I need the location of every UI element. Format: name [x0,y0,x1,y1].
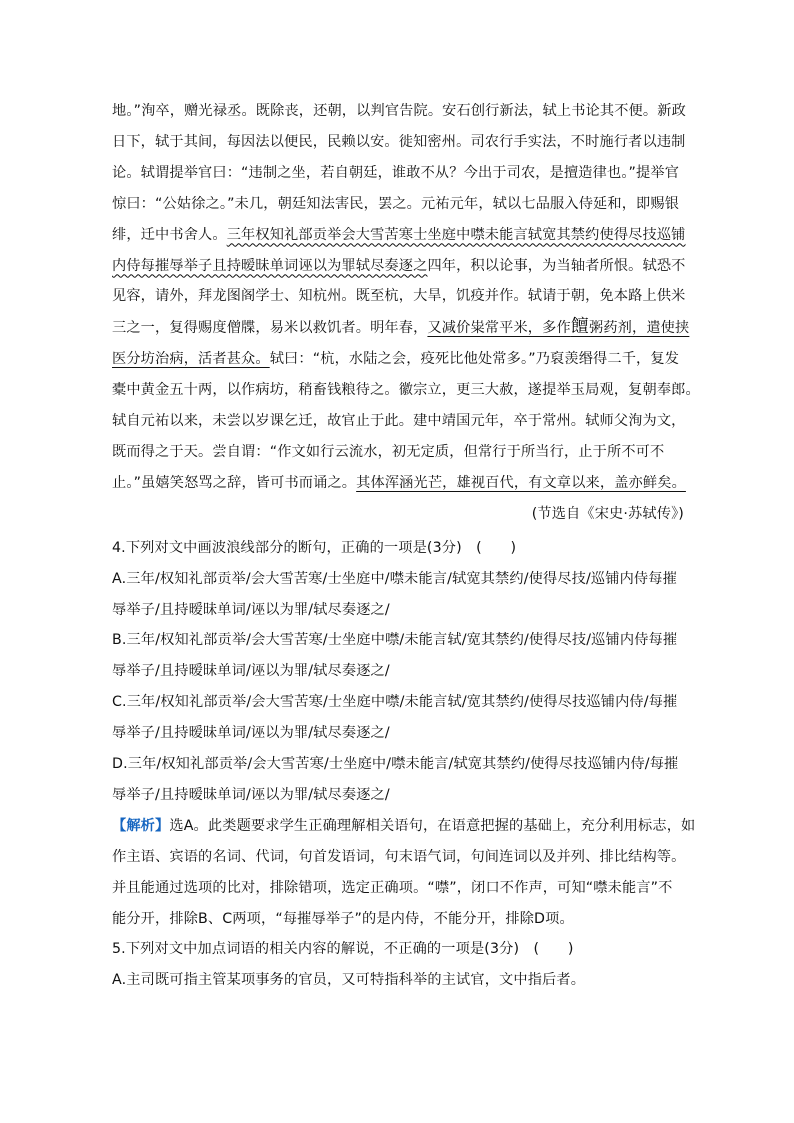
question-5-stem: 5.下列对文中加点词语的相关内容的解说，不正确的一项是(3分) ( ) [112,941,574,958]
document-page [112,96,700,996]
passage-line-9 [112,344,684,375]
underlined-text: 其体浑涵光芒，雄视百代，有文章以来，盖亦鲜矣。 [356,474,686,491]
wavy-underlined-text: 三年权知礼部贡举会大雪苦寒士坐庭中噤未能言轼宽其禁约使得尽技巡铺 [226,226,686,243]
option-c-line-1: C.三年/权知礼部贡举/会大雪苦寒/士坐庭中噤/未能言轼/宽其禁约/使得尽技巡铺内侍/每摧 [112,694,678,711]
passage-line-11: 轼自元祐以来，未尝以岁课乞迁，故官止于此。建中靖国元年，卒于常州。轼师父洵为文， [112,413,686,430]
option-d-line-1: D.三年/权知礼部贡举/会大雪苦寒/士坐庭中/噤未能言/轼宽其禁约/使得尽技巡铺内侍/每摧 [112,756,679,773]
passage-line-3: 论。轼谓提举官曰：“违制之坐，若自朝廷，谁敢不从？今出于司农，是擅造律也。”提举官 [112,164,680,181]
option-d-line-2: 辱举子/且持暧昧单词/诬以为罪/轼尽奏逐之/ [112,786,390,803]
passage-line-7: 见容，请外，拜龙图阁学士、知杭州。既至杭，大旱，饥疫并作。轼请于朝，免本路上供米 [112,288,686,305]
passage-text: 三之一，复得赐度僧牒，易米以救饥者。明年春， [112,320,428,337]
passage-line-10: 橐中黄金五十两，以作病坊，稍畜钱粮待之。徽宗立，更三大赦，遂提举玉局观，复朝奉郎。 [112,382,700,399]
passage-text: 止。”虽嬉笑怒骂之辞，皆可书而诵之。 [112,474,357,491]
option-a-line-2: 辱举子/且持暧昧单词/诬以为罪/轼尽奏逐之/ [112,601,390,618]
passage-text: 绯，迁中书舍人。 [112,226,227,243]
analysis-tag: 【解析】 [112,817,170,834]
analysis-line-1 [112,811,696,842]
question-4-stem: 4.下列对文中画波浪线部分的断句，正确的一项是(3分) ( ) [112,539,517,556]
passage-source: (节选自《宋史·苏轼传》) [531,505,684,522]
wavy-underlined-text: 内侍每摧辱举子且持暧昧单词诬以为罪轼尽奏逐之 [112,257,428,274]
option-b-line-1: B.三年/权知礼部贡举/会大雪苦寒/士坐庭中噤/未能言轼/宽其禁约/使得尽技/巡铺内侍每摧 [112,632,678,649]
analysis-line-4: 能分开，排除B、C两项，“每摧辱举子”的是内侍，不能分开，排除D项。 [112,910,574,927]
passage-line-6 [112,251,684,282]
option-a-line-1: A.三年/权知礼部贡举/会大雪苦寒/士坐庭中/噤未能言/轼宽其禁约/使得尽技/巡铺内侍每摧 [112,570,677,587]
passage-text: 四年，积以论事，为当轴者所恨。轼恐不 [427,257,686,274]
option-c-line-2: 辱举子/且持暧昧单词/诬以为罪/轼尽奏逐之/ [112,725,390,742]
analysis-text: 选A。此类题要求学生正确理解相关语句，在语意把握的基础上，充分利用标志，如 [169,817,696,834]
passage-line-4: 惊曰：“公姑徐之。”未几，朝廷知法害民，罢之。元祐元年，轼以七品服入侍延和，即赐银 [112,195,680,212]
passage-line-1: 地。”洵卒，赠光禄丞。既除丧，还朝，以判官告院。安石创行新法，轼上书论其不便。新政 [112,103,686,119]
underlined-large-char: 饘 [570,316,589,338]
passage-line-13 [112,468,684,499]
passage-line-2: 日下，轼于其间，每因法以便民，民赖以安。徙知密州。司农行手实法，不时施行者以违制 [112,133,686,150]
underlined-text: 医分坊治病，活者甚众。 [112,351,270,368]
option-b-line-2: 辱举子/且持暧昧单词/诬以为罪/轼尽奏逐之/ [112,663,390,680]
q5-option-a: A.主司既可指主管某项事务的官员，又可特指科举的主试官，文中指后者。 [112,972,586,989]
underlined-text: 粥药剂，遣使挟 [588,320,690,337]
analysis-line-2: 作主语、宾语的名词、代词，句首发语词，句末语气词，句间连词以及并列、排比结构等。 [112,848,686,865]
passage-text: 轼曰：“杭，水陆之会，疫死比他处常多。”乃裒羡缗得二千，复发 [269,351,680,368]
passage-line-12: 既而得之于天。尝自谓：“作文如行云流水，初无定质，但常行于所当行，止于所不可不 [112,443,665,460]
passage-line-5 [112,220,684,251]
analysis-line-3: 并且能通过选项的比对，排除错项，选定正确项。“噤”，闭口不作声，可知“噤未能言”不 [112,879,673,896]
passage-line-8 [112,312,690,344]
underlined-text: 又减价粜常平米，多作 [427,320,571,337]
